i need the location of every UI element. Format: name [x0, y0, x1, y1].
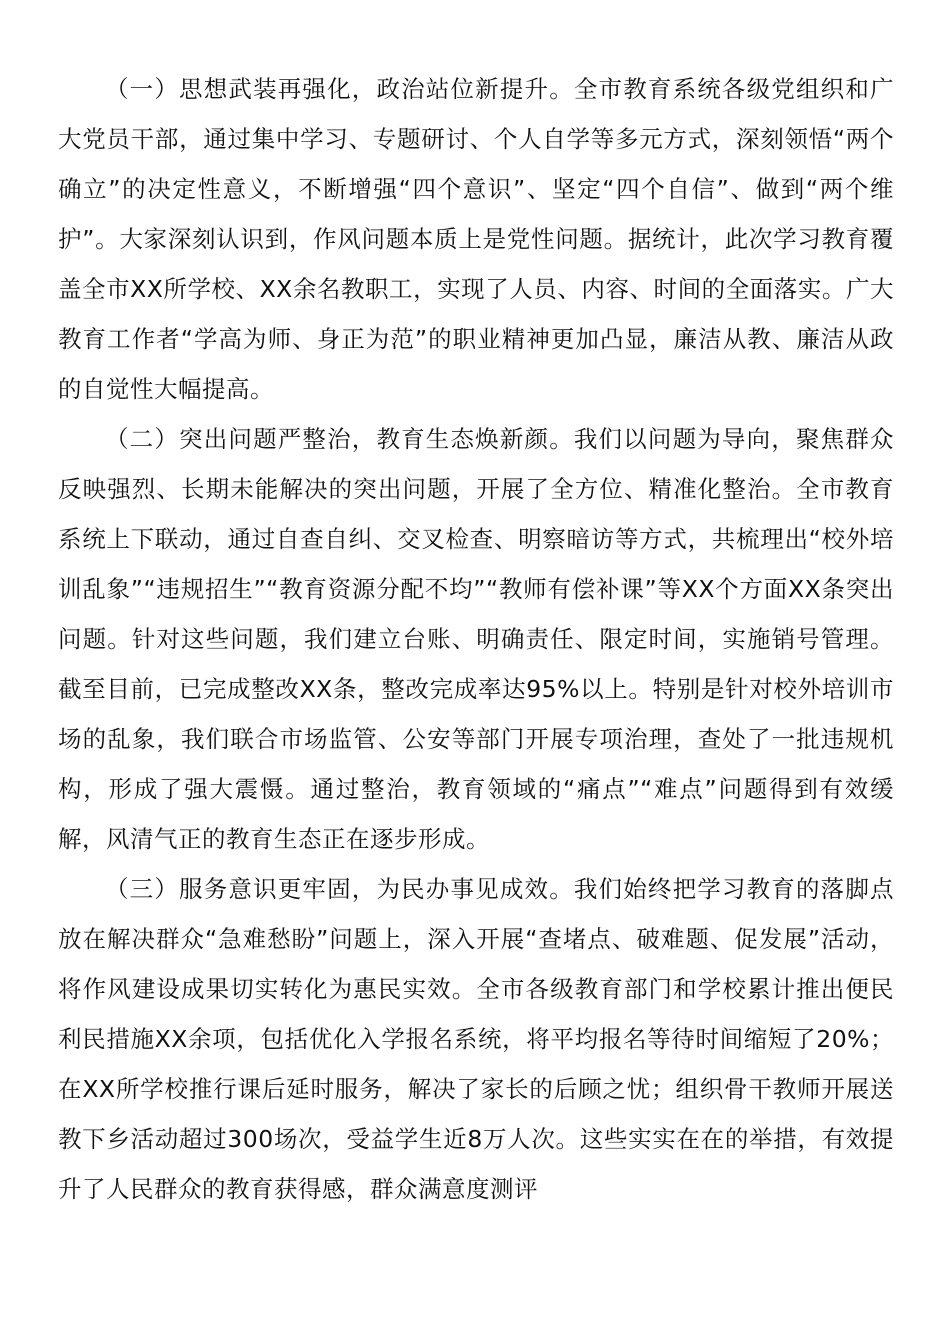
paragraph-problem-rectification: （二）突出问题严整治，教育生态焕新颜。我们以问题为导向，聚焦群众反映强烈、长期未能解决的突出问题，开展了全方位、精准化整治。全市教育系统上下联动，通过自查自纠、交叉检查、明察暗访等方式，共梳理出“校外培训乱象”“违规招生”“教育资源分配不均”“教师有偿补课”等XX个方面XX条突出问题。针对这些问题，我们建立台账、明确责任、限定时间，实施销号管理。截至目前，已完成整改XX条，整改完成率达95%以上。特别是针对校外培训市场的乱象，我们联合市场监管、公安等部门开展专项治理，查处了一批违规机构，形成了强大震慑。通过整治，教育领域的“痛点”“难点”问题得到有效缓解，风清气正的教育生态正在逐步形成。 — [58, 425, 894, 853]
paragraph-ideological-arming: （一）思想武装再强化，政治站位新提升。全市教育系统各级党组织和广大党员干部，通过集中学习、专题研讨、个人自学等多元方式，深刻领悟“两个确立”的决定性意义，不断增强“四个意识”、坚定“四个自信”、做到“两个维护”。大家深刻认识到，作风问题本质上是党性问题。据统计，此次学习教育覆盖全市XX所学校、XX余名教职工，实现了人员、内容、时间的全面落实。广大教育工作者“学高为师、身正为范”的职业精神更加凸显，廉洁从教、廉洁从政的自觉性大幅提高。 — [58, 75, 894, 403]
paragraph-service-awareness: （三）服务意识更牢固，为民办事见成效。我们始终把学习教育的落脚点放在解决群众“急难愁盼”问题上，深入开展“查堵点、破难题、促发展”活动，将作风建设成果切实转化为惠民实效。全市各级教育部门和学校累计推出便民利民措施XX余项，包括优化入学报名系统，将平均报名等待时间缩短了20%；在XX所学校推行课后延时服务，解决了家长的后顾之忧；组织骨干教师开展送教下乡活动超过300场次，受益学生近8万人次。这些实实在在的举措，有效提升了人民群众的教育获得感，群众满意度测评 — [58, 875, 894, 1203]
document-body — [58, 64, 894, 1214]
